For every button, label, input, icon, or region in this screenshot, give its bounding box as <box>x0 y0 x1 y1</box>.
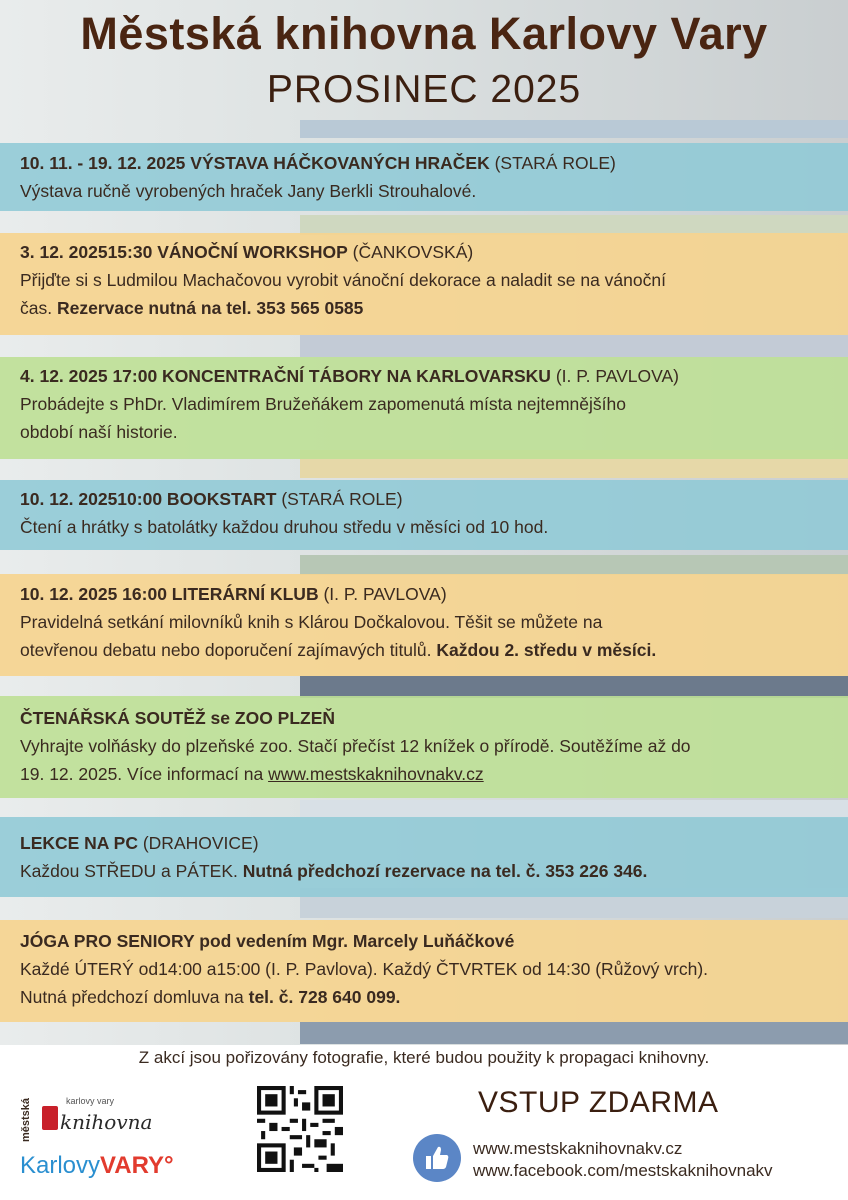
book-spine <box>300 120 848 138</box>
logo-small-text: městská <box>20 1097 32 1142</box>
thumbs-up-icon <box>413 1134 461 1182</box>
karlovy-vary-logo: KarlovyVARY° <box>20 1152 174 1179</box>
book-spine <box>300 800 848 818</box>
event-description: Každou STŘEDU a PÁTEK. Nutná předchozí rezervace na tel. č. 353 226 346. <box>20 861 648 881</box>
event-yoga-seniors <box>0 920 848 1022</box>
event-heading: JÓGA PRO SENIORY pod vedením Mgr. Marcely Luňáčkové <box>20 931 515 951</box>
event-reading-contest <box>0 696 848 798</box>
website-link[interactable]: www.mestskaknihovnakv.cz <box>473 1139 683 1158</box>
event-christmas-workshop <box>0 233 848 335</box>
event-description: 19. 12. 2025. Více informací na www.mestskaknihovnakv.cz <box>20 764 484 784</box>
page-title: Městská knihovna Karlovy Vary <box>80 8 768 59</box>
event-pc-lessons <box>0 817 848 897</box>
event-literary-club <box>0 574 848 676</box>
event-bookstart <box>0 480 848 550</box>
book-spine <box>300 335 848 357</box>
event-description: Čtení a hrátky s batolátky každou druhou středu v měsíci od 10 hod. <box>20 517 549 537</box>
event-heading: 10. 12. 202510:00 BOOKSTART (STARÁ ROLE) <box>20 489 403 509</box>
event-description: Vyhrajte volňásky do plzeňské zoo. Stačí přečíst 12 knížek o přírodě. Soutěžíme až do <box>20 736 691 756</box>
event-description: otevřenou debatu nebo doporučení zajímavých titulů. Každou 2. středu v měsíci. <box>20 640 657 660</box>
event-heading: 10. 11. - 19. 12. 2025 VÝSTAVA HÁČKOVANÝCH HRAČEK (STARÁ ROLE) <box>20 153 616 173</box>
event-heading: LEKCE NA PC (DRAHOVICE) <box>20 833 259 853</box>
logo-k-mark <box>42 1106 58 1130</box>
free-entry-label: VSTUP ZDARMA <box>478 1086 719 1119</box>
page-subtitle: PROSINEC 2025 <box>266 68 582 111</box>
book-spine <box>300 555 848 575</box>
library-logo <box>20 1088 153 1148</box>
event-description: čas. Rezervace nutná na tel. 353 565 0585 <box>20 298 364 318</box>
book-spine <box>300 676 848 698</box>
event-description: Nutná předchozí domluva na tel. č. 728 640 099. <box>20 987 401 1007</box>
event-exhibition <box>0 143 848 211</box>
event-description: Výstava ručně vyrobených hraček Jany Berkli Strouhalové. <box>20 181 477 201</box>
event-description: Každé ÚTERÝ od14:00 a15:00 (I. P. Pavlova). Každý ČTVRTEK od 14:30 (Růžový vrch). <box>20 959 709 979</box>
book-spine <box>300 215 848 235</box>
event-description: Probádejte s PhDr. Vladimírem Bružeňákem zapomenutá místa nejtemnějšího <box>20 394 626 414</box>
event-heading: 3. 12. 202515:30 VÁNOČNÍ WORKSHOP (ČANKOVSKÁ) <box>20 242 474 262</box>
contact-links <box>473 1138 773 1182</box>
logo-word: knihovna <box>60 1110 153 1134</box>
event-heading: 4. 12. 2025 17:00 KONCENTRAČNÍ TÁBORY NA KARLOVARSKU (I. P. PAVLOVA) <box>20 366 680 386</box>
event-concentration-camps <box>0 357 848 459</box>
logo-city-text: karlovy vary <box>66 1096 115 1106</box>
website-link[interactable]: www.mestskaknihovnakv.cz <box>268 764 484 784</box>
book-spine <box>300 1022 848 1044</box>
facebook-link[interactable]: www.facebook.com/mestskaknihovnakv <box>473 1161 773 1180</box>
event-heading: ČTENÁŘSKÁ SOUTĚŽ se ZOO PLZEŇ <box>20 708 336 728</box>
photo-notice: Z akcí jsou pořizovány fotografie, které budou použity k propagaci knihovny. <box>138 1048 710 1067</box>
event-heading: 10. 12. 2025 16:00 LITERÁRNÍ KLUB (I. P. PAVLOVA) <box>20 584 447 604</box>
event-description: Přijďte si s Ludmilou Machačovou vyrobit vánoční dekorace a naladit se na vánoční <box>20 270 666 290</box>
event-description: období naší historie. <box>20 422 178 442</box>
qr-code <box>257 1086 343 1172</box>
event-description: Pravidelná setkání milovníků knih s Klárou Dočkalovou. Těšit se můžete na <box>20 612 603 632</box>
